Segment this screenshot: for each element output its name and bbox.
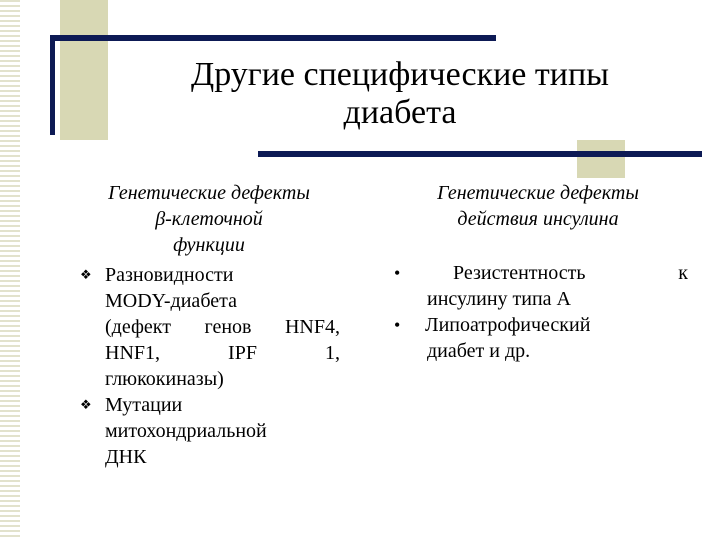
decorative-bar-top (50, 35, 496, 41)
list-item-line: Резистентность к (453, 262, 688, 284)
list-item-line: глюкокиназы) (105, 368, 224, 390)
list-item-line: Липоатрофический (425, 314, 591, 336)
decorative-bar-vertical (50, 35, 55, 135)
list-item-line: MODY-диабета (105, 290, 237, 312)
left-bullet-list (78, 262, 340, 470)
decorative-block-top (60, 0, 108, 140)
right-heading-line-1: Генетические дефекты (437, 182, 639, 204)
right-bullet-list (388, 260, 688, 364)
right-heading-line-2: действия инсулина (457, 208, 619, 230)
list-item-line: HNF1, IPF 1, (105, 342, 340, 364)
list-item-line: Разновидности (105, 264, 234, 286)
left-heading-line-3: функции (173, 234, 245, 256)
list-item (78, 392, 340, 470)
list-item-line: митохондриальной (105, 420, 267, 442)
right-column-heading (388, 180, 688, 232)
left-heading-line-1: Генетические дефекты (108, 182, 310, 204)
slide-title-line-2: диабета (343, 94, 457, 131)
list-item-line: диабет и др. (427, 340, 531, 362)
decorative-stripes (0, 0, 20, 540)
left-column (78, 180, 340, 470)
left-heading-line-2: β-клеточной (155, 208, 263, 230)
decorative-bar-bottom (258, 151, 702, 157)
left-column-heading (78, 180, 340, 258)
dot-bullet-icon: • (394, 315, 401, 335)
list-item-line: (дефект генов HNF4, (105, 316, 340, 338)
list-item-line: Мутации (105, 394, 183, 416)
diamond-bullet-icon: ❖ (80, 397, 92, 412)
list-item (388, 260, 688, 312)
list-item (388, 312, 688, 364)
list-item-line: инсулину типа А (427, 288, 571, 310)
decorative-block-right (577, 140, 625, 178)
right-column (388, 180, 688, 364)
slide-title (130, 56, 670, 132)
slide-title-line-1: Другие специфические типы (191, 56, 609, 93)
list-item (78, 262, 340, 392)
diamond-bullet-icon: ❖ (80, 267, 92, 282)
list-item-line: ДНК (105, 446, 147, 468)
dot-bullet-icon: • (394, 263, 401, 283)
